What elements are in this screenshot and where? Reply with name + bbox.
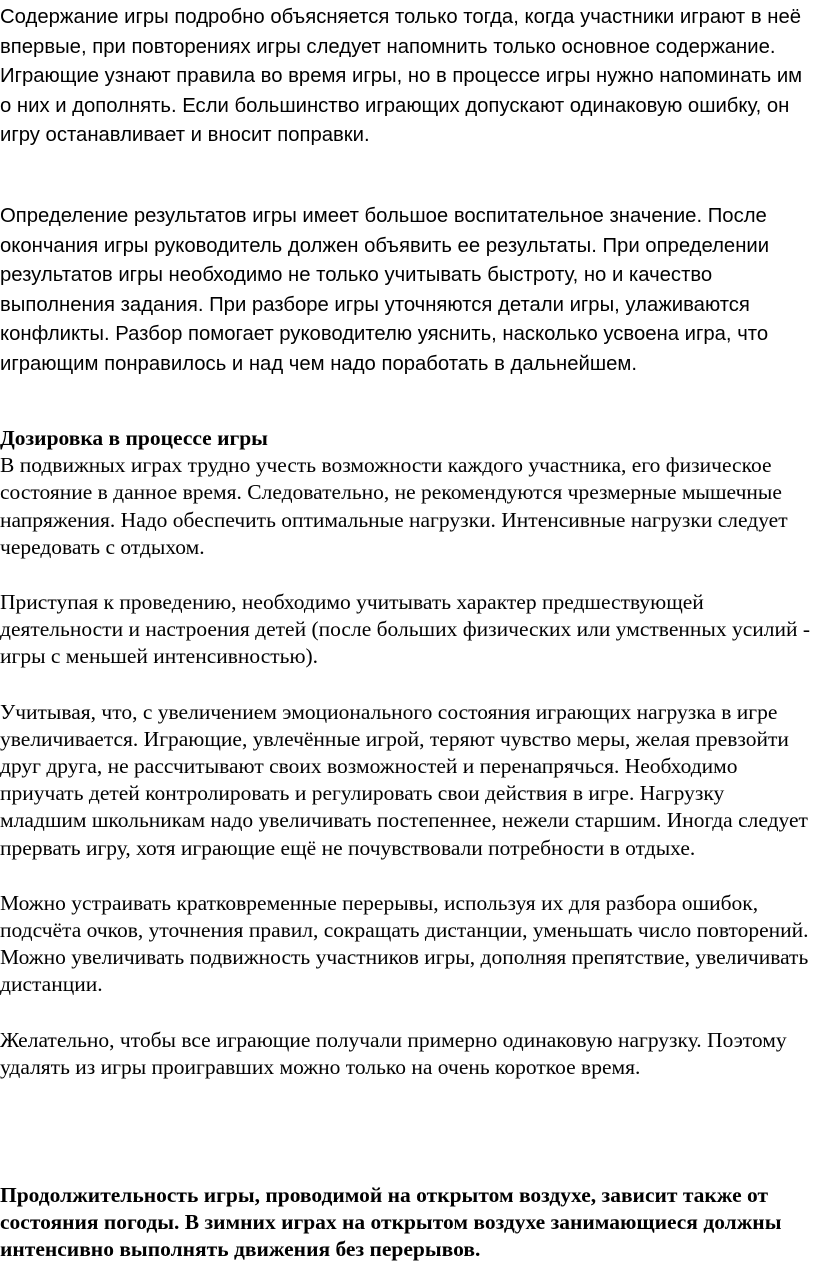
content-paragraph (0, 3, 816, 151)
paragraph-short-breaks: Можно устраивать кратковременные перерывы, используя их для разбора ошибок, подсчёта очков, уточнения правил, сокращать дистанции, уменьшать число повторений. Можно увеличивать подвижность участников игры, дополняя препятствие, увеличивать дистанции. (0, 890, 809, 997)
paragraph-gap (0, 671, 816, 699)
paragraph-dosage-intro: В подвижных играх трудно учесть возможности каждого участника, его физическое состояние в данное время. Следовательно, не рекомендуются чрезмерные мышечные напряжения. Надо обеспечить оптимальные нагрузки. Интенсивные нагрузки следует чередовать с отдыхом. (0, 453, 788, 559)
dosage-section (0, 425, 816, 1081)
paragraph-game-content: Содержание игры подробно объясняется только тогда, когда участники играют в неё впервые, при повторениях игры следует напомнить только основное содержание. Играющие узнают правила во время игры, но в процессе игры нужно напоминать им о них и дополнять. Если большинство играющих допускают одинаковую ошибку, он игру останавливает и вносит поправки. (0, 6, 803, 146)
paragraph-equal-load: Желательно, чтобы все играющие получали примерно одинаковую нагрузку. Поэтому удалять из игры проигравших можно только на очень короткое время. (0, 1027, 787, 1079)
section-heading-dosage: Дозировка в процессе игры (0, 426, 268, 450)
paragraph-gap (0, 561, 816, 589)
paragraph-gap (0, 862, 816, 890)
paragraph-weather-duration: Продолжительность игры, проводимой на открытом воздухе, зависит также от состояния погоды. В зимних играх на открытом воздухе занимающиеся должны интенсивно выполнять движения без перерывов. (0, 1183, 782, 1262)
paragraph-emotional-load: Учитывая, что, с увеличением эмоционального состояния играющих нагрузка в игре увеличивается. Играющие, увлечённые игрой, теряют чувство меры, желая превзойти друг друга, не рассчитывают своих возможностей и перенапрячься. Необходимо приучать детей контролировать и регулировать свои действия в игре. Нагрузку младшим школьникам надо увеличивать постепеннее, нежели старшим. Иногда следует прервать игру, хотя играющие ещё не почувствовали потребности в отдыхе. (0, 699, 808, 860)
results-block (0, 202, 816, 379)
paragraph-weather-duration-block (0, 1182, 816, 1264)
paragraph-gap (0, 999, 816, 1027)
paragraph-game-results: Определение результатов игры имеет большое воспитательное значение. После окончания игры руководитель должен объявить ее результаты. При определении результатов игры необходимо не только учитывать быстроту, но и качество выполнения задания. При разборе игры уточняются детали игры, улаживаются конфликты. Разбор помогает руководителю уяснить, насколько усвоена игра, что играющим понравилось и над чем надо поработать в дальнейшем. (0, 205, 770, 375)
paragraph-preceding-activity: Приступая к проведению, необходимо учитывать характер предшествующей деятельности и настроения детей (после больших физических или умственных усилий - игры с меньшей интенсивностью). (0, 590, 811, 669)
